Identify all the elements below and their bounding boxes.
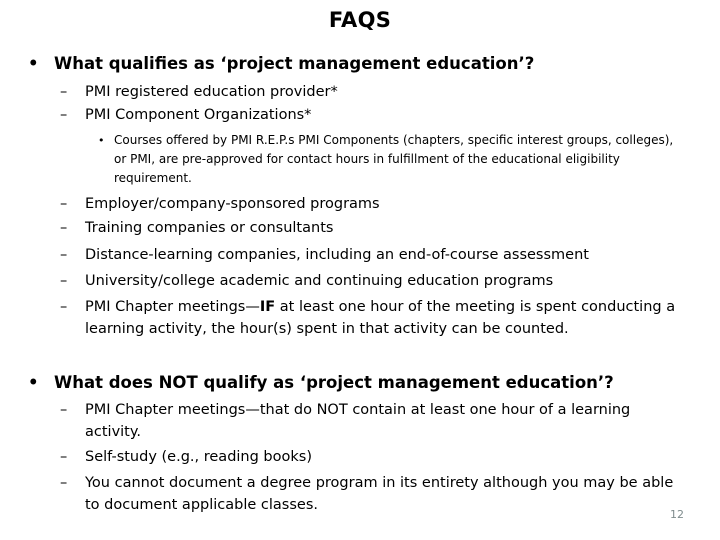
list-item-text: Self-study (e.g., reading books) (85, 449, 312, 465)
list-item-text: Employer/company-sponsored programs (85, 196, 380, 212)
dash-icon: – (60, 84, 68, 100)
slide-title: FAQS (328, 8, 392, 32)
dash-icon: – (60, 220, 68, 236)
dash-icon: – (60, 196, 68, 212)
dash-icon: – (60, 402, 68, 418)
chapter-meetings-emphasis: IF (259, 299, 276, 315)
question-1-text: What qualifies as ‘project management education’? (54, 54, 535, 73)
bullet-icon: • (28, 373, 39, 392)
dash-icon: – (60, 247, 68, 263)
list-item-text: PMI registered education provider* (85, 84, 338, 100)
dash-icon: – (60, 273, 68, 289)
dash-icon: – (60, 107, 68, 123)
list-item-text: Distance-learning companies, including an end-of-course assessment (85, 247, 589, 263)
dash-icon: – (60, 475, 68, 491)
chapter-meetings-text (85, 297, 685, 340)
dash-icon: – (60, 299, 68, 315)
pre-approval-note-text: Courses offered by PMI R.E.P.s PMI Components (chapters, specific interest groups, colleges), or PMI, are pre-approved for contact hours in fulfillment of the educational eligibility requirement. (114, 133, 674, 185)
chapter-meetings-prefix: PMI Chapter meetings— (85, 299, 260, 315)
slide-number: 12 (670, 508, 684, 521)
dash-icon: – (60, 449, 68, 465)
chapter-meetings-suffix: at least one hour of the meeting is spent conducting a learning activity, the hour(s) spent in that activity can be counted. (85, 299, 676, 337)
list-item-text: Training companies or consultants (85, 220, 334, 236)
bullet-icon: • (28, 54, 39, 73)
list-item-text: PMI Chapter meetings—that do NOT contain at least one hour of a learning activity. (85, 402, 631, 440)
list-item-text: PMI Component Organizations* (85, 107, 312, 123)
list-item-text: University/college academic and continuing education programs (85, 273, 554, 289)
list-item-text: You cannot document a degree program in its entirety although you may be able to document applicable classes. (85, 475, 674, 513)
bullet-icon: • (98, 134, 105, 147)
question-2-text: What does NOT qualify as ‘project management education’? (54, 373, 614, 392)
